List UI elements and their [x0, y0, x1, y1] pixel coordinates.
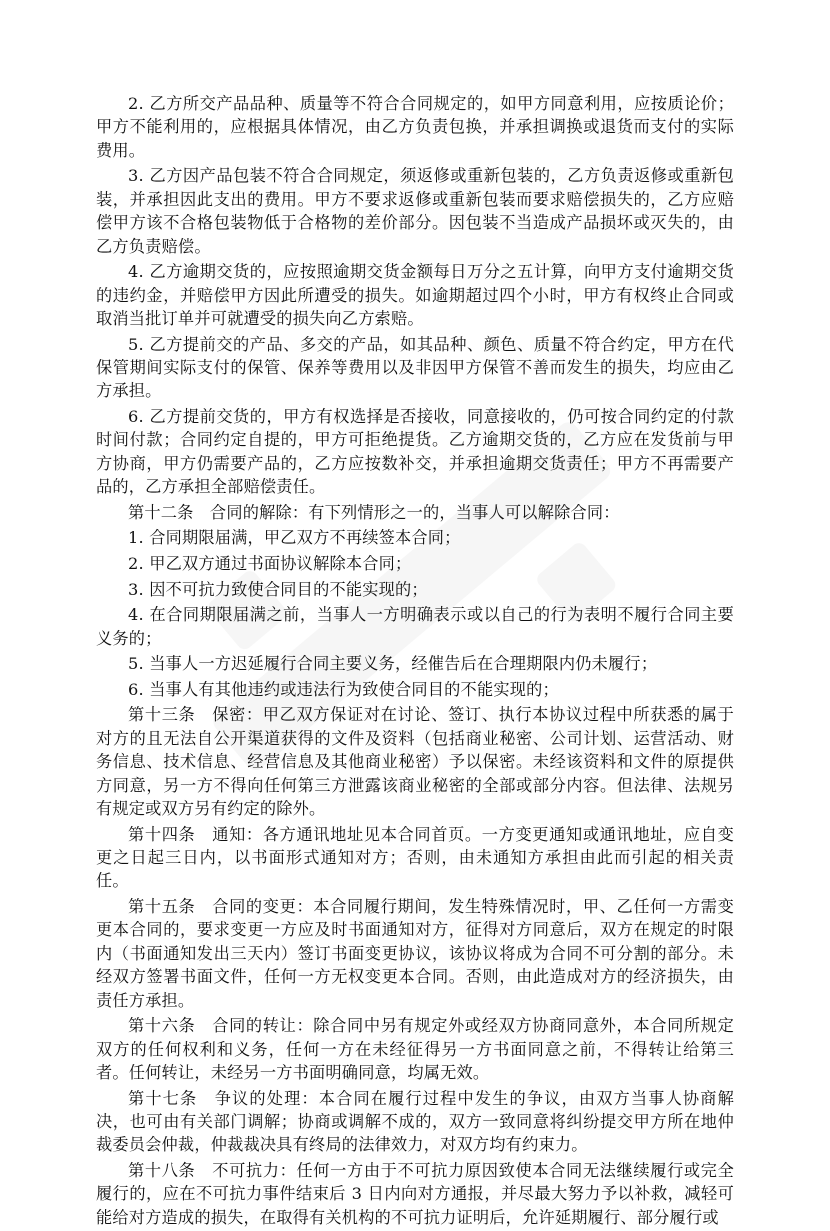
- clause-13-confidentiality: 第十三条 保密：甲乙双方保证对在讨论、签订、执行本协议过程中所获悉的属于对方的且无法自公开渠道获得的文件及资料（包括商业秘密、公司计划、运营活动、财务信息、技术信息、经营信息及其他商业秘密）予以保密。未经该资料和文件的原提供方同意，另一方不得向任何第三方泄露该商业秘密的全部或部分内容。但法律、法规另有规定或双方另有约定的除外。: [96, 705, 734, 819]
- clause-12-item-5: 5. 当事人一方迟延履行合同主要义务，经催告后在合理期限内仍未履行；: [128, 654, 658, 674]
- paragraph-item-2: 2. 乙方所交产品品种、质量等不符合合同规定的，如甲方同意利用，应按质论价；甲方不能利用的，应根据具体情况，由乙方负责包换，并承担调换或退货而支付的实际费用。: [96, 94, 734, 160]
- document-page: [96, 92, 734, 1231]
- clause-15-amendment: 第十五条 合同的变更：本合同履行期间，发生特殊情况时，甲、乙任何一方需变更本合同的，要求变更一方应及时书面通知对方，征得对方同意后，双方在规定的时限内（书面通知发出三天内）签订书面变更协议，该协议将成为合同不可分割的部分。未经双方签署书面文件，任何一方无权变更本合同。否则，由此造成对方的经济损失，由责任方承担。: [96, 897, 734, 1010]
- paragraph-item-5: 5. 乙方提前交的产品、多交的产品，如其品种、颜色、质量不符合约定，甲方在代保管期间实际支付的保管、保养等费用以及非因甲方保管不善而发生的损失，均应由乙方承担。: [96, 334, 734, 401]
- clause-12-item-4: 4. 在合同期限届满之前，当事人一方明确表示或以自己的行为表明不履行合同主要义务的；: [96, 605, 734, 648]
- clause-12-item-6: 6. 当事人有其他违约或违法行为致使合同目的不能实现的；: [128, 679, 559, 699]
- clause-17-dispute: 第十七条 争议的处理：本合同在履行过程中发生的争议，由双方当事人协商解决，也可由有关部门调解；协商或调解不成的，双方一致同意将纠纷提交甲方所在地仲裁委员会仲裁，仲裁裁决具有终局的法律效力，对双方均有约束力。: [96, 1088, 734, 1155]
- clause-12-item-2: 2. 甲乙双方通过书面协议解除本合同；: [128, 554, 412, 574]
- clause-14-notice: 第十四条 通知：各方通讯地址见本合同首页。一方变更通知或通讯地址，应自变更之日起三日内，以书面形式通知对方；否则，由未通知方承担由此而引起的相关责任。: [96, 824, 734, 891]
- paragraph-item-6: 6. 乙方提前交货的，甲方有权选择是否接收，同意接收的，仍可按合同约定的付款时间付款；合同约定自提的，甲方可拒绝提货。乙方逾期交货的，乙方应在发货前与甲方协商，甲方仍需要产品的，乙方应按数补交，并承担逾期交货责任；甲方不再需要产品的，乙方承担全部赔偿责任。: [96, 407, 734, 497]
- clause-16-transfer: 第十六条 合同的转让：除合同中另有规定外或经双方协商同意外，本合同所规定双方的任何权利和义务，任何一方在未经征得另一方书面同意之前，不得转让给第三者。任何转让，未经另一方书面明确同意，均属无效。: [96, 1016, 734, 1083]
- clause-12-item-3: 3. 因不可抗力致使合同目的不能实现的；: [128, 579, 428, 599]
- clause-12-heading: 第十二条 合同的解除：有下列情形之一的，当事人可以解除合同：: [128, 502, 620, 522]
- paragraph-item-4: 4. 乙方逾期交货的，应按照逾期交货金额每日万分之五计算，向甲方支付逾期交货的违约金，并赔偿甲方因此所遭受的损失。如逾期超过四个小时，甲方有权终止合同或取消当批订单并可就遭受的损失向乙方索赔。: [96, 262, 734, 329]
- clause-18-force-majeure: 第十八条 不可抗力：任何一方由于不可抗力原因致使本合同无法继续履行或完全履行的，应在不可抗力事件结束后 3 日内向对方通报，并尽最大努力予以补救，减轻可能给对方造成的损失，在取得有关机构的不可抗力证明后，允许延期履行、部分履行或: [96, 1161, 734, 1227]
- paragraph-item-3: 3. 乙方因产品包装不符合合同规定，须返修或重新包装的，乙方负责返修或重新包装，并承担因此支出的费用。甲方不要求返修或重新包装而要求赔偿损失的，乙方应赔偿甲方该不合格包装物低于合格物的差价部分。因包装不当造成产品损坏或灭失的，由乙方负责赔偿。: [96, 166, 734, 256]
- clause-12-item-1: 1. 合同期限届满，甲乙双方不再续签本合同；: [128, 528, 461, 548]
